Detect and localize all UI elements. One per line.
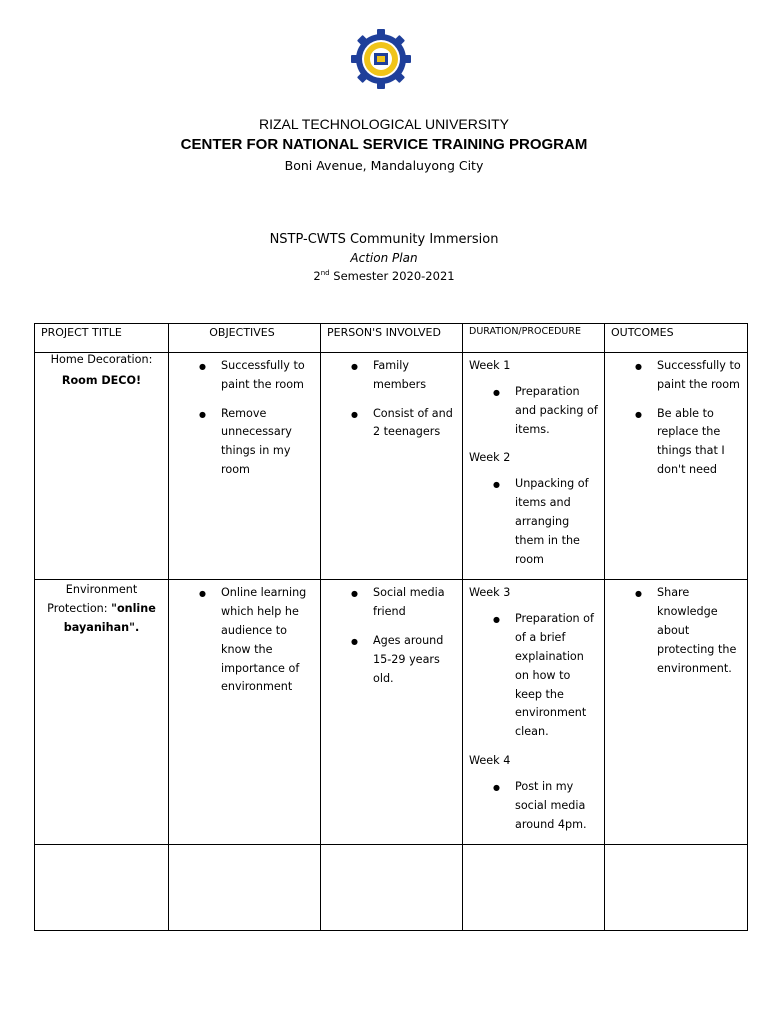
list-item: ● Preparation of of a brief explaination on how to keep the environment clean. xyxy=(469,610,600,742)
document-subtitle: Action Plan xyxy=(350,251,418,265)
persons-cell xyxy=(321,580,463,845)
week-label: Week 2 xyxy=(469,451,511,465)
university-name: RIZAL TECHNOLOGICAL UNIVERSITY xyxy=(259,116,509,132)
list-item: ● Preparation and packing of items. xyxy=(469,383,600,439)
table-row-empty xyxy=(35,845,748,931)
project-title-cell xyxy=(35,353,169,580)
week-label: Week 1 xyxy=(469,359,511,372)
list-item: ● Be able to replace the things that I don't need xyxy=(605,405,743,480)
list-item: ● Consist of and 2 teenagers xyxy=(321,405,458,443)
action-plan-table xyxy=(34,323,748,931)
table-row xyxy=(35,580,748,845)
week-label: Week 3 xyxy=(469,586,511,600)
list-item: ● Successfully to paint the room xyxy=(605,357,743,395)
empty-cell xyxy=(463,845,605,931)
project-title-cell xyxy=(35,580,169,845)
list-item: ● Online learning which help he audience to know the importance of environment xyxy=(169,584,316,697)
week-label: Week 4 xyxy=(469,753,511,767)
persons-cell xyxy=(321,353,463,580)
university-logo xyxy=(350,28,412,90)
list-item: ● Social media friend xyxy=(321,584,458,622)
empty-cell xyxy=(321,845,463,931)
list-item: ● Ages around 15-29 years old. xyxy=(321,632,458,688)
objectives-cell xyxy=(169,580,321,845)
project-title-line: Home Decoration: xyxy=(50,353,153,366)
list-item: ● Share knowledge about protecting the environment. xyxy=(605,584,743,678)
semester: 2nd Semester 2020-2021 xyxy=(313,269,455,283)
table-row xyxy=(35,353,748,580)
address: Boni Avenue, Mandaluyong City xyxy=(284,158,484,173)
duration-cell xyxy=(463,580,605,845)
empty-cell xyxy=(35,845,169,931)
table-header-row xyxy=(35,324,748,353)
project-title-name: Room DECO! xyxy=(61,374,142,387)
project-title-line: Environment Protection: "online bayanihan". xyxy=(47,583,156,635)
empty-cell xyxy=(605,845,748,931)
header-project-title: PROJECT TITLE xyxy=(35,324,169,353)
outcomes-cell xyxy=(605,353,748,580)
list-item: ● Successfully to paint the room xyxy=(169,357,316,395)
document-title: NSTP-CWTS Community Immersion xyxy=(269,232,499,247)
duration-cell xyxy=(463,353,605,580)
empty-cell xyxy=(169,845,321,931)
header-duration-procedure: DURATION/PROCEDURE xyxy=(463,324,605,353)
header-outcomes: OUTCOMES xyxy=(605,324,748,353)
list-item: ● Post in my social media around 4pm. xyxy=(469,778,600,834)
list-item: ● Unpacking of items and arranging them in the room xyxy=(469,475,600,569)
list-item: ● Family members xyxy=(321,357,458,395)
header-objectives: OBJECTIVES xyxy=(169,324,321,353)
center-name: CENTER FOR NATIONAL SERVICE TRAINING PROGRAM xyxy=(180,136,588,153)
list-item: ● Remove unnecessary things in my room xyxy=(169,405,316,480)
objectives-cell xyxy=(169,353,321,580)
header-persons-involved: PERSON'S INVOLVED xyxy=(321,324,463,353)
outcomes-cell xyxy=(605,580,748,845)
